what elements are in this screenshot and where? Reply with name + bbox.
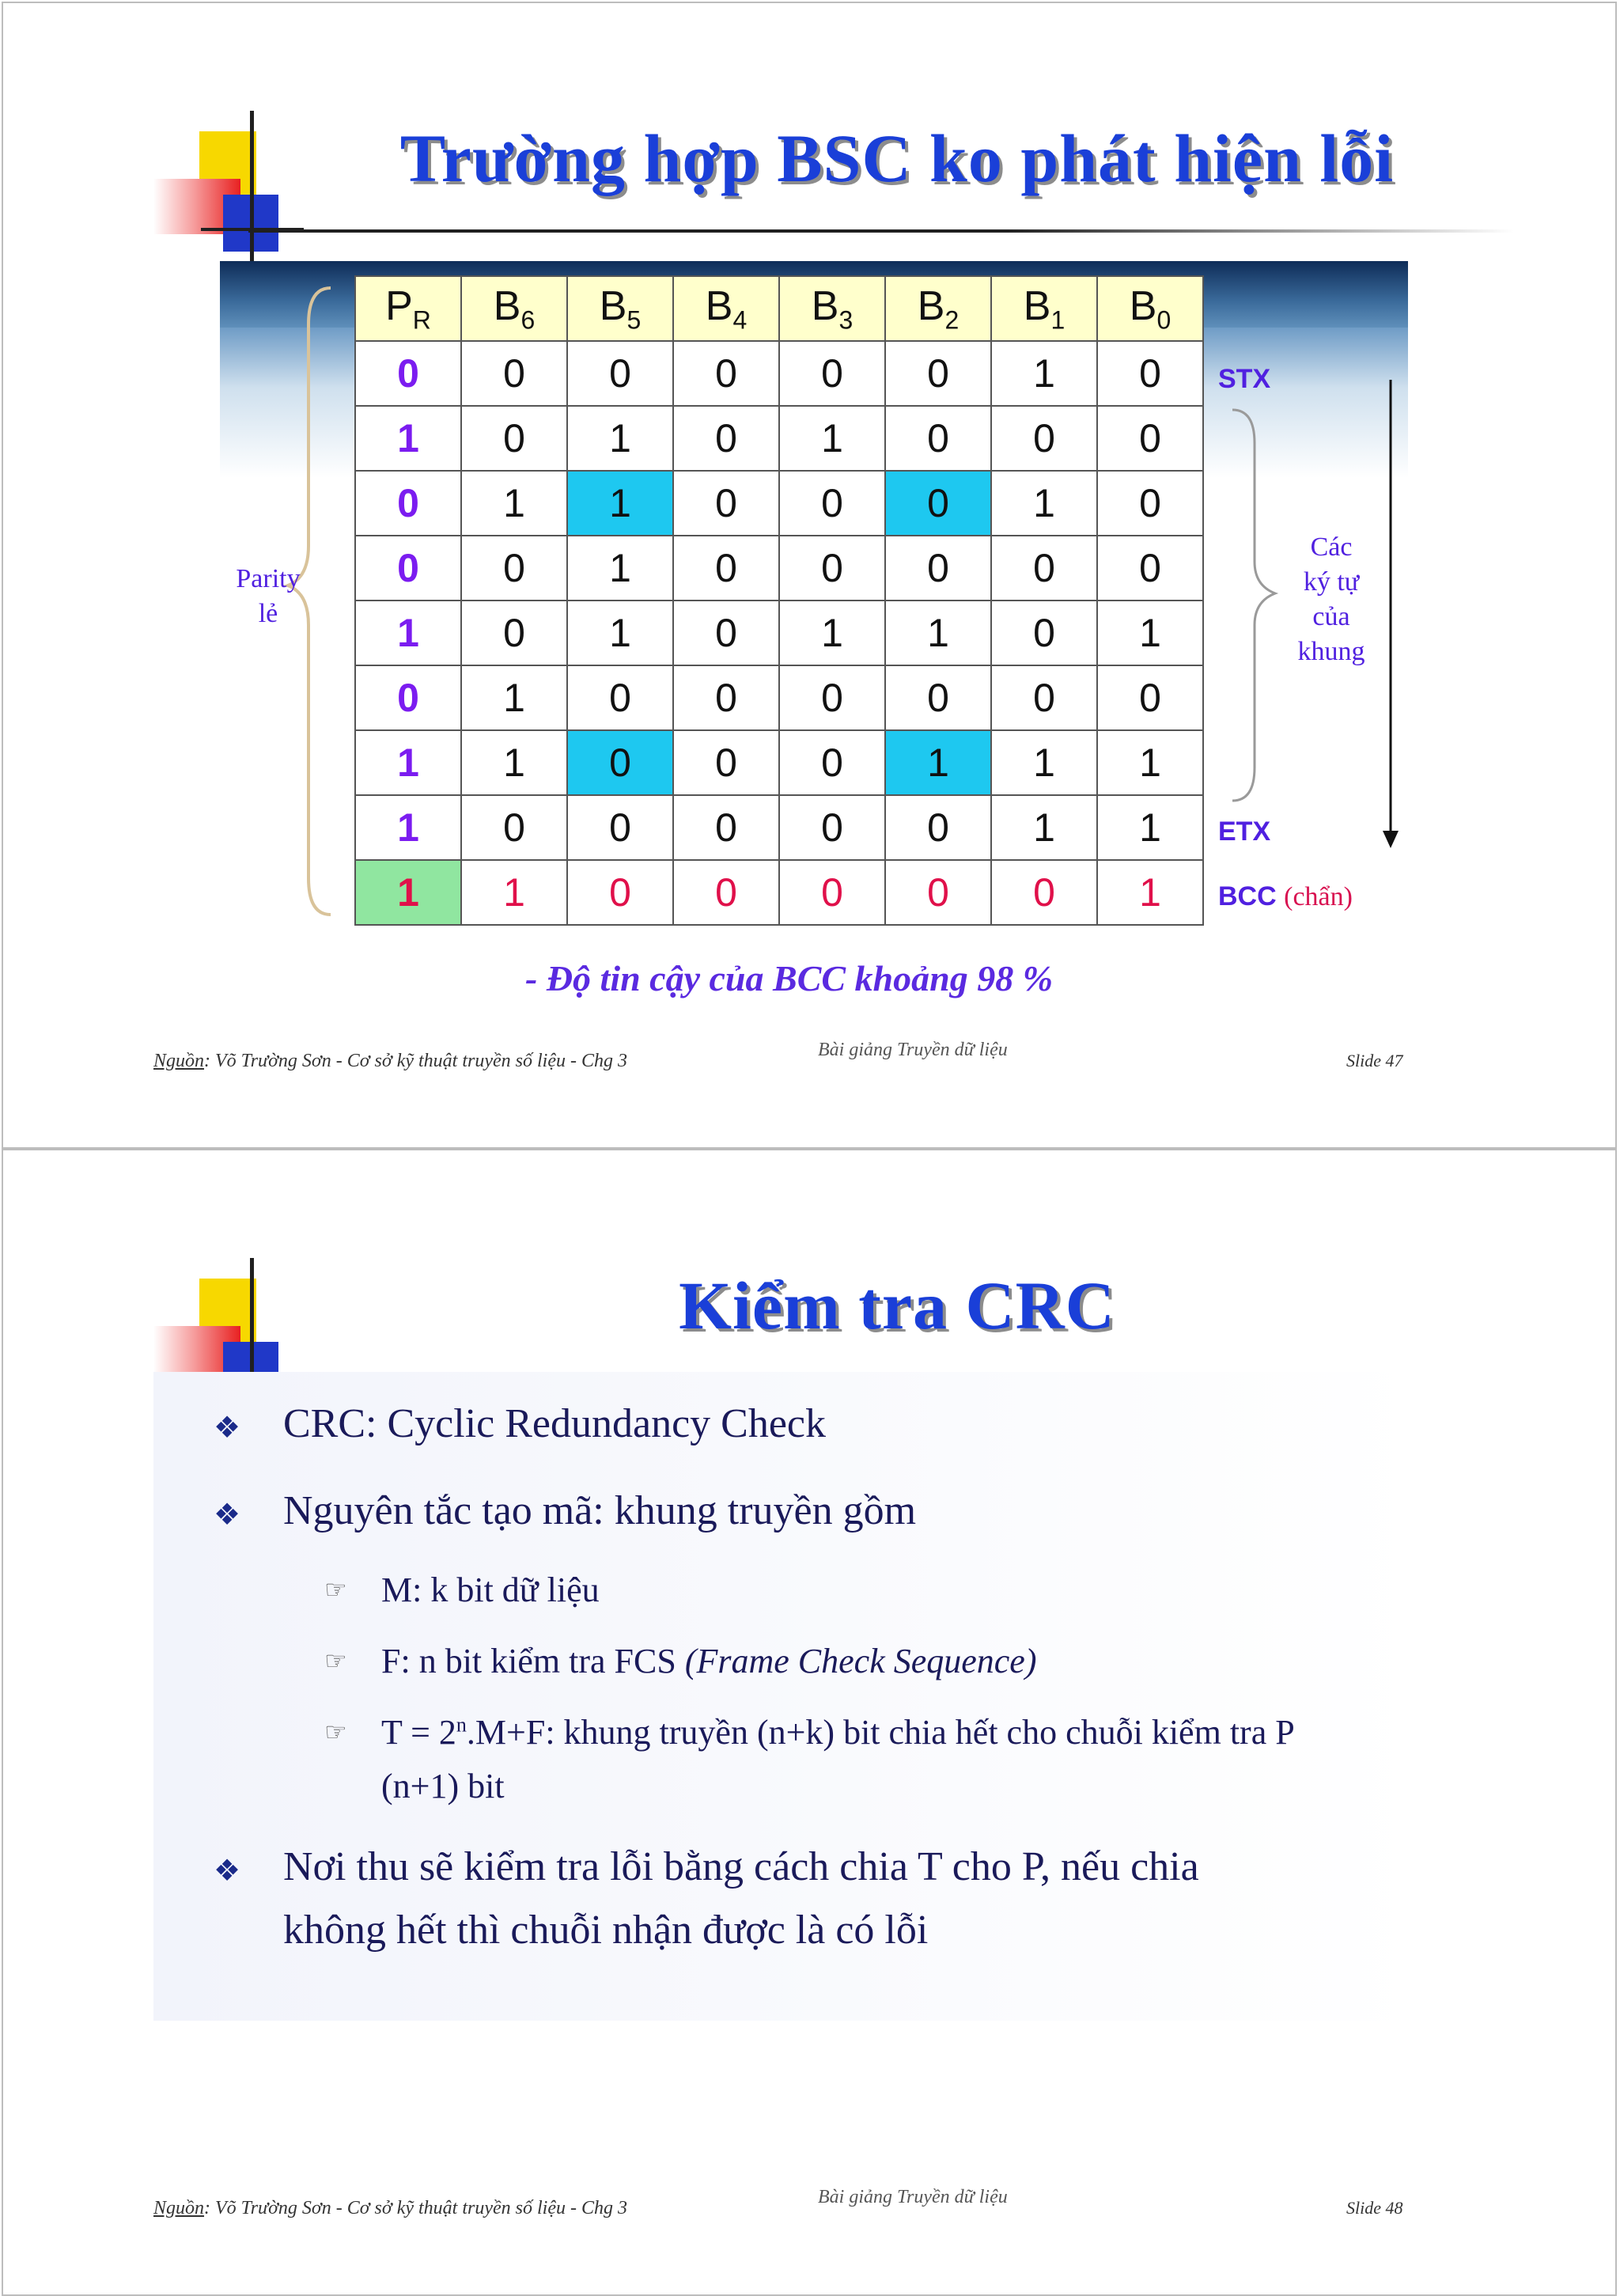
data-bit-cell: 0 — [885, 536, 991, 601]
data-bit-cell: 0 — [885, 795, 991, 860]
data-bit-cell: 0 — [673, 341, 779, 406]
data-bit-cell: 0 — [567, 730, 673, 795]
diamond-bullet-icon: ❖ — [214, 1498, 241, 1532]
bcc-row — [355, 860, 1203, 925]
table-row — [355, 471, 1203, 536]
parity-bit-cell: 0 — [355, 536, 461, 601]
data-bit-cell: 1 — [567, 536, 673, 601]
parity-bit-cell: 1 — [355, 406, 461, 471]
data-bit-cell: 0 — [779, 795, 885, 860]
data-bit-cell: 0 — [673, 860, 779, 925]
data-bit-cell: 1 — [991, 730, 1097, 795]
data-bit-cell: 0 — [1097, 471, 1203, 536]
header-cell: $B_2$ — [885, 276, 991, 341]
data-bit-cell: 1 — [885, 730, 991, 795]
data-bit-cell: 0 — [1097, 341, 1203, 406]
data-bit-cell: 0 — [779, 665, 885, 730]
data-bit-cell: 0 — [779, 536, 885, 601]
data-bit-cell: 0 — [673, 730, 779, 795]
footer-source: Nguồn: Võ Trường Sơn - Cơ sở kỹ thuật truyền số liệu - Chg 3 — [153, 2198, 627, 2218]
data-bit-cell: 1 — [461, 730, 567, 795]
table-row — [355, 601, 1203, 665]
data-bit-cell: 0 — [779, 341, 885, 406]
data-bit-cell: 0 — [461, 536, 567, 601]
header-cell: $B_1$ — [991, 276, 1097, 341]
chars-brace — [1232, 410, 1275, 801]
data-bit-cell: 0 — [885, 341, 991, 406]
table-row — [355, 730, 1203, 795]
pointing-hand-icon: ☞ — [324, 1718, 347, 1746]
footer-slide-number: Slide 48 — [1346, 2198, 1403, 2218]
data-bit-cell: 0 — [1097, 665, 1203, 730]
data-bit-cell: 1 — [567, 471, 673, 536]
data-bit-cell: 1 — [461, 471, 567, 536]
data-bit-cell: 0 — [567, 341, 673, 406]
header-cell: $P_R$ — [355, 276, 461, 341]
data-bit-cell: 1 — [1097, 601, 1203, 665]
parity-bit-cell: 1 — [355, 860, 461, 925]
data-bit-cell: 0 — [461, 795, 567, 860]
slide-content: ❖ CRC: Cyclic Redundancy Check ❖ Nguyên tắc tạo mã: khung truyền gồm ☞ M: k bit dữ liệu ☞ F: n bit kiểm tra FCS (Frame Check Sequence) ☞ $T = 2^n.M+F$: khung truyền (n+k) bit chia hết cho chuỗi kiểm tra P (n+1) bit ❖ Nơi thu sẽ kiểm tra lỗi bằng cách chia T cho P, nếu chia không hết thì chuỗi nhận được là có lỗi — [153, 1372, 1419, 2021]
header-cell: $B_5$ — [567, 276, 673, 341]
data-bit-cell: 1 — [779, 601, 885, 665]
data-bit-cell: 0 — [991, 860, 1097, 925]
data-bit-cell: 1 — [885, 601, 991, 665]
parity-bit-cell: 1 — [355, 795, 461, 860]
parity-label: Parity lẻ — [236, 564, 301, 628]
data-bit-cell: 1 — [991, 341, 1097, 406]
slide-48 — [2, 1149, 1617, 2296]
data-bit-cell: 1 — [567, 406, 673, 471]
footer-course: Bài giảng Truyền dữ liệu — [818, 1040, 1008, 1060]
data-bit-cell: 1 — [1097, 795, 1203, 860]
data-bit-cell: 0 — [673, 406, 779, 471]
data-bit-cell: 0 — [673, 471, 779, 536]
slide-47 — [2, 2, 1617, 1149]
slide-title: Kiểm tra CRC — [679, 1267, 1115, 1343]
data-bit-cell: 0 — [567, 795, 673, 860]
data-bit-cell: 0 — [991, 536, 1097, 601]
data-bit-cell: 0 — [1097, 536, 1203, 601]
data-bit-cell: 1 — [1097, 860, 1203, 925]
table-row — [355, 341, 1203, 406]
data-bit-cell: 0 — [461, 341, 567, 406]
data-bit-cell: 0 — [885, 471, 991, 536]
bsc-figure — [220, 261, 1408, 934]
data-bit-cell: 0 — [461, 406, 567, 471]
data-bit-cell: 0 — [779, 471, 885, 536]
table-row — [355, 795, 1203, 860]
bcc-note: (chẩn) — [1284, 882, 1353, 911]
data-bit-cell: 1 — [1097, 730, 1203, 795]
data-bit-cell: 0 — [779, 730, 885, 795]
frame-characters-label: Các ký tự của khung — [1297, 532, 1365, 666]
pointing-hand-icon: ☞ — [324, 1575, 347, 1604]
reliability-note: - Độ tin cậy của BCC khoảng 98 % — [525, 958, 1054, 998]
data-bit-cell: 1 — [461, 860, 567, 925]
header-cell: $B_6$ — [461, 276, 567, 341]
stx-label: STX — [1218, 364, 1271, 394]
header-cell: $B_4$ — [673, 276, 779, 341]
data-bit-cell: 0 — [1097, 406, 1203, 471]
data-bit-cell: 0 — [567, 665, 673, 730]
header-cell: $B_0$ — [1097, 276, 1203, 341]
pointing-hand-icon: ☞ — [324, 1646, 347, 1675]
diamond-bullet-icon: ❖ — [214, 1855, 241, 1888]
table-row — [355, 665, 1203, 730]
parity-bit-cell: 1 — [355, 730, 461, 795]
data-bit-cell: 0 — [673, 665, 779, 730]
data-bit-cell: 0 — [779, 860, 885, 925]
title-underline — [248, 229, 1514, 233]
parity-bit-table — [354, 275, 1204, 926]
data-bit-cell: 1 — [779, 406, 885, 471]
data-bit-cell: 0 — [673, 795, 779, 860]
data-bit-cell: 0 — [567, 860, 673, 925]
etx-label: ETX — [1218, 816, 1271, 847]
data-bit-cell: 1 — [567, 601, 673, 665]
header-cell: $B_3$ — [779, 276, 885, 341]
data-bit-cell: 0 — [991, 665, 1097, 730]
footer-slide-number: Slide 47 — [1346, 1051, 1403, 1070]
footer-source: Nguồn: Võ Trường Sơn - Cơ sở kỹ thuật truyền số liệu - Chg 3 — [153, 1051, 627, 1071]
data-bit-cell: 0 — [991, 406, 1097, 471]
data-bit-cell: 1 — [991, 471, 1097, 536]
data-bit-cell: 1 — [461, 665, 567, 730]
parity-bit-cell: 0 — [355, 471, 461, 536]
parity-bit-cell: 0 — [355, 341, 461, 406]
data-bit-cell: 0 — [885, 860, 991, 925]
bcc-label: BCC (chẩn) — [1218, 881, 1353, 911]
data-bit-cell: 0 — [991, 601, 1097, 665]
table-row — [355, 536, 1203, 601]
data-bit-cell: 0 — [885, 665, 991, 730]
footer-course: Bài giảng Truyền dữ liệu — [818, 2187, 1008, 2207]
data-bit-cell: 0 — [461, 601, 567, 665]
table-header-row — [355, 276, 1203, 341]
parity-bit-cell: 0 — [355, 665, 461, 730]
data-bit-cell: 1 — [991, 795, 1097, 860]
diamond-bullet-icon: ❖ — [214, 1411, 241, 1445]
data-bit-cell: 0 — [885, 406, 991, 471]
parity-bit-cell: 1 — [355, 601, 461, 665]
data-bit-cell: 0 — [673, 601, 779, 665]
table-row — [355, 406, 1203, 471]
data-bit-cell: 0 — [673, 536, 779, 601]
slide-title: Trường hợp BSC ko phát hiện lỗi — [399, 120, 1395, 196]
